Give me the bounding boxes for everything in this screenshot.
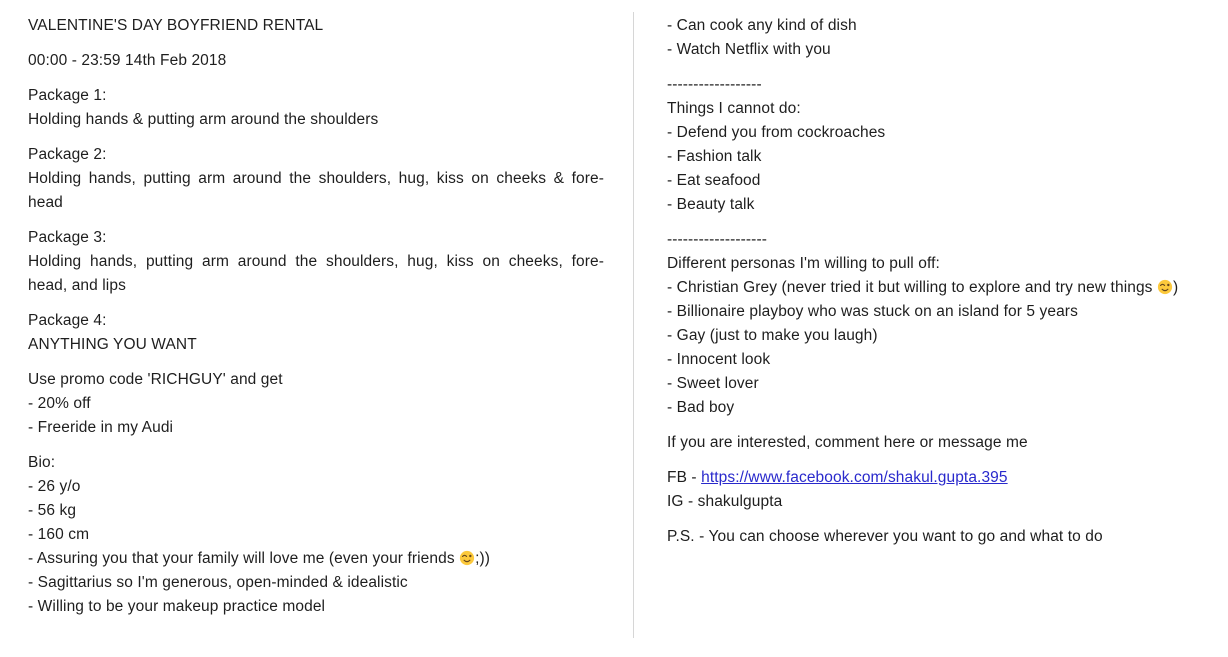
text-segment: Package 1: — [28, 87, 107, 104]
paragraph — [28, 84, 604, 132]
text-segment: - Sweet lover — [667, 375, 759, 392]
text-segment: - Christian Grey (never tried it but willing to explore and try new things — [667, 279, 1157, 296]
paragraph — [28, 451, 604, 619]
paragraph — [667, 14, 1215, 62]
text-line — [667, 300, 1215, 324]
text-line — [667, 348, 1215, 372]
left-column — [28, 14, 604, 630]
text-segment: P.S. - You can choose wherever you want to go and what to do — [667, 528, 1103, 545]
text-segment: Holding hands, putting arm around the shoulders, hug, kiss on cheeks, fore- — [28, 253, 604, 270]
text-segment: - Billionaire playboy who was stuck on an island for 5 years — [667, 303, 1078, 320]
text-line — [667, 431, 1215, 455]
text-segment: - Beauty talk — [667, 196, 755, 213]
text-segment: - Sagittarius so I'm generous, open-minded & idealistic — [28, 574, 408, 591]
paragraph — [667, 228, 1215, 420]
text-line — [667, 525, 1215, 549]
text-line — [28, 547, 604, 571]
wink-emoji-icon — [459, 550, 475, 566]
text-line — [667, 372, 1215, 396]
text-line — [28, 309, 604, 333]
text-line — [28, 451, 604, 475]
separator-line — [667, 228, 1215, 252]
text-segment: If you are interested, comment here or message me — [667, 434, 1028, 451]
paragraph — [28, 368, 604, 440]
paragraph — [28, 309, 604, 357]
text-line — [28, 191, 604, 215]
text-segment: - Innocent look — [667, 351, 771, 368]
text-segment: - Watch Netflix with you — [667, 41, 831, 58]
text-segment: Package 3: — [28, 229, 107, 246]
text-segment: - Fashion talk — [667, 148, 762, 165]
text-segment: VALENTINE'S DAY BOYFRIEND RENTAL — [28, 17, 324, 34]
text-segment: - 56 kg — [28, 502, 77, 519]
wink-emoji-icon — [1157, 279, 1173, 295]
text-segment: - 160 cm — [28, 526, 90, 543]
text-line — [28, 523, 604, 547]
text-segment: - Bad boy — [667, 399, 735, 416]
text-line — [667, 193, 1215, 217]
column-divider — [633, 12, 634, 638]
text-line — [667, 324, 1215, 348]
text-segment: Bio: — [28, 454, 56, 471]
text-segment: - Can cook any kind of dish — [667, 17, 857, 34]
text-line — [28, 84, 604, 108]
paragraph — [667, 73, 1215, 217]
text-segment: ------------------ — [667, 76, 762, 93]
text-line — [667, 38, 1215, 62]
facebook-link[interactable]: https://www.facebook.com/shakul.gupta.395 — [701, 469, 1008, 486]
text-segment: Holding hands & putting arm around the shoulders — [28, 111, 379, 128]
text-line — [28, 595, 604, 619]
text-segment: 00:00 - 23:59 14th Feb 2018 — [28, 52, 227, 69]
text-segment: - Gay (just to make you laugh) — [667, 327, 878, 344]
text-line — [667, 97, 1215, 121]
right-column — [667, 14, 1215, 560]
text-line — [28, 226, 604, 250]
paragraph — [667, 466, 1215, 514]
text-segment: - Assuring you that your family will love me (even your friends — [28, 550, 460, 567]
text-segment: Different personas I'm willing to pull off: — [667, 255, 940, 272]
paragraph — [28, 143, 604, 215]
text-segment: - Freeride in my Audi — [28, 419, 174, 436]
text-segment: - Willing to be your makeup practice model — [28, 598, 326, 615]
text-line — [28, 49, 604, 73]
text-line — [667, 490, 1215, 514]
text-segment: - 26 y/o — [28, 478, 81, 495]
paragraph — [667, 525, 1215, 549]
text-segment: head — [28, 194, 63, 211]
text-segment: ) — [1172, 279, 1179, 296]
paragraph — [28, 14, 604, 38]
text-segment: - 20% off — [28, 395, 91, 412]
text-line — [28, 250, 604, 274]
text-segment: FB - — [667, 469, 702, 486]
text-segment: Holding hands, putting arm around the shoulders, hug, kiss on cheeks & fore- — [28, 170, 604, 187]
text-segment: IG - shakulgupta — [667, 493, 783, 510]
text-segment: Package 2: — [28, 146, 107, 163]
text-line — [28, 571, 604, 595]
text-line — [667, 396, 1215, 420]
text-line — [28, 416, 604, 440]
text-segment: ------------------- — [667, 231, 767, 248]
text-segment: head, and lips — [28, 277, 126, 294]
text-segment: Package 4: — [28, 312, 107, 329]
text-line — [667, 466, 1215, 490]
text-line — [28, 108, 604, 132]
text-line — [28, 392, 604, 416]
text-line — [667, 169, 1215, 193]
separator-line — [667, 73, 1215, 97]
text-line — [28, 14, 604, 38]
text-line — [28, 143, 604, 167]
text-line — [28, 475, 604, 499]
text-segment: ANYTHING YOU WANT — [28, 336, 197, 353]
text-segment: ;)) — [475, 550, 491, 567]
text-line — [28, 167, 604, 191]
text-line — [28, 333, 604, 357]
paragraph — [667, 431, 1215, 455]
text-segment: - Eat seafood — [667, 172, 761, 189]
text-line — [28, 368, 604, 392]
text-line — [28, 499, 604, 523]
text-line — [667, 145, 1215, 169]
text-segment: - Defend you from cockroaches — [667, 124, 886, 141]
text-line — [667, 121, 1215, 145]
paragraph — [28, 49, 604, 73]
text-line — [667, 276, 1215, 300]
text-line — [667, 252, 1215, 276]
text-line — [667, 14, 1215, 38]
text-segment: Things I cannot do: — [667, 100, 801, 117]
paragraph — [28, 226, 604, 298]
text-line — [28, 274, 604, 298]
text-segment: Use promo code 'RICHGUY' and get — [28, 371, 283, 388]
